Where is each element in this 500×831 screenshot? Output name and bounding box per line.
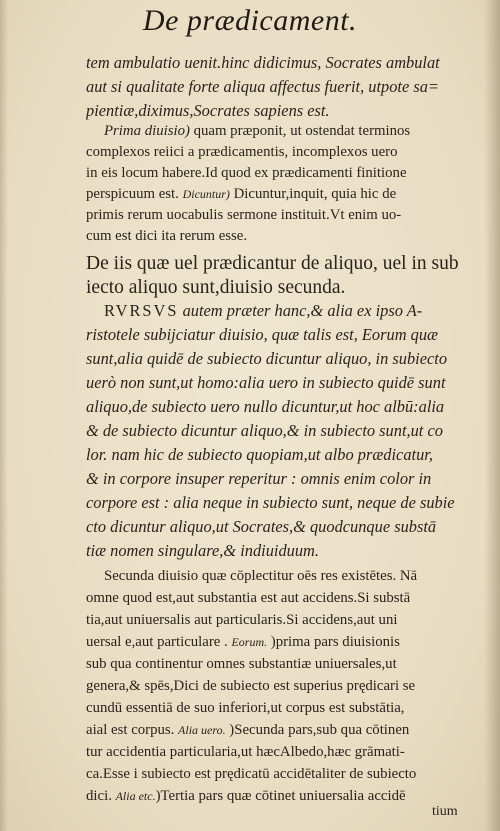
text-line: perspicuum est. Dicuntur) Dicuntur,inquit, quia hic de	[86, 186, 397, 202]
text-line: uerò non sunt,ut homo:alia uero in subiecto quidē sunt	[86, 373, 446, 392]
text-line: omne quod est,aut substantia est aut accidens.Si substā	[86, 590, 411, 606]
text-line: aut si qualitate forte aliqua affectus fuerit, utpote sa=	[86, 77, 439, 96]
text-line: cum est dici ita rerum esse.	[86, 228, 248, 244]
text-line: in eis locum habere.Id quod ex prædicamenti finitione	[86, 165, 407, 181]
page-edge-shadow	[484, 0, 500, 831]
section-heading: iecto aliquo sunt,diuisio secunda.	[86, 277, 346, 298]
text-line: cundū essentiā de suo inferiori,ut corpus est substātia,	[86, 700, 405, 716]
text-line: sunt,alia quidē de subiecto dicuntur aliquo, in subiecto	[86, 349, 448, 368]
text-line: ca.Esse i subiecto est prędicatū accidētaliter de subiecto	[86, 766, 417, 782]
text-line: tem ambulatio uenit.hinc didicimus, Socrates ambulat	[86, 53, 440, 72]
text-line: complexos reiici a prædicamentis, incomplexos uero	[86, 144, 398, 160]
text-line: ristotele subijciatur diuisio, quæ talis est, Eorum quæ	[86, 325, 438, 344]
text-line: dici. Alia etc.)Tertia pars quæ cōtinet uniuersalia accidē	[86, 788, 406, 804]
text-line: tiæ nomen singulare,& indiuiduum.	[86, 541, 319, 560]
text-line: genera,& spēs,Dici de subiecto est superius prędicari se	[86, 678, 416, 694]
section-heading: De iis quæ uel prædicantur de aliquo, uel in sub	[86, 253, 459, 274]
catchword: tium	[432, 804, 458, 819]
text-line: sub qua continentur omnes substantiæ uniuersales,ut	[86, 656, 397, 672]
text-line: Secunda diuisio quæ cōplectitur oēs res existētes. Nā	[104, 568, 418, 584]
page-gutter-shadow	[0, 0, 8, 831]
text-line: RVRSVS autem præter hanc,& alia ex ipso A-	[104, 301, 423, 320]
text-line: lor. nam hic de subiecto quopiam,ut albo prædicatur,	[86, 445, 433, 464]
text-line: Prima diuisio) quam præponit, ut ostendat terminos	[104, 123, 411, 139]
text-line: & in corpore insuper reperitur : omnis enim color in	[86, 469, 432, 488]
text-line: cto dicuntur aliquo,ut Socrates,& quodcunque substā	[86, 517, 437, 536]
running-title: De prædicament.	[142, 4, 358, 37]
text-line: & de subiecto dicuntur aliquo,& in subiecto sunt,ut co	[86, 421, 443, 440]
text-line: aial est corpus. Alia uero. )Secunda pars,sub qua cōtinen	[86, 722, 410, 738]
text-line: uersal e,aut particulare . Eorum. )prima pars diuisionis	[86, 634, 400, 650]
text-line: tia,aut uniuersalis aut particularis.Si accidens,aut uni	[86, 612, 398, 628]
text-line: pientiæ,diximus,Socrates sapiens est.	[86, 101, 330, 120]
text-line: primis rerum uocabulis sermone instituit.Vt enim uo-	[86, 207, 402, 223]
text-line: tur accidentia particularia,ut hæcAlbedo,hæc grāmati-	[86, 744, 405, 760]
text-line: corpore est : alia neque in subiecto sunt, neque de subie	[86, 493, 455, 512]
text-line: aliquo,de subiecto uero nullo dicuntur,ut hoc albū:alia	[86, 397, 445, 416]
